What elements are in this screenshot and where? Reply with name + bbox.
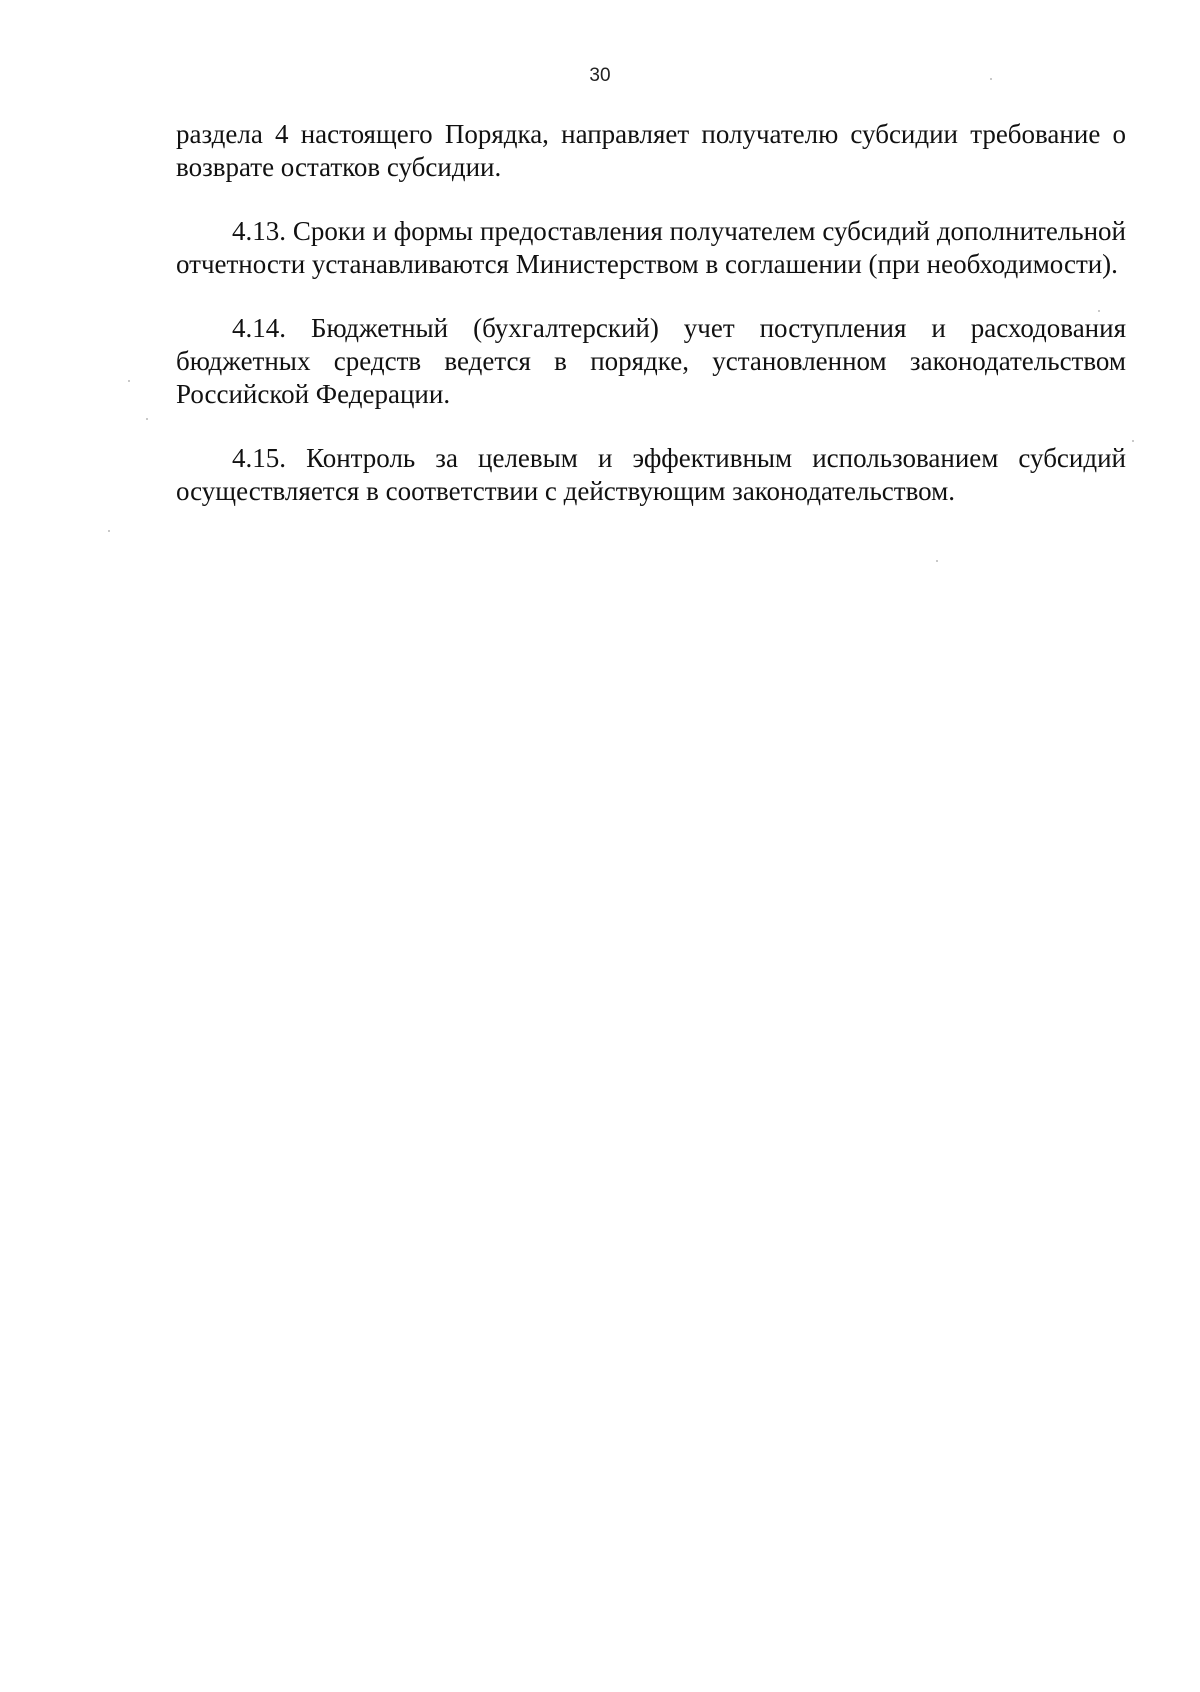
paragraph-4-13: 4.13. Сроки и формы предоставления получателем субсидий дополнительной отчетности устанавливаются Министерством в соглашении (при необходимости). [176,216,1126,279]
paragraph-4-15: 4.15. Контроль за целевым и эффективным использованием субсидий осуществляется в соответствии с действующим законодательством. [176,443,1126,506]
paragraph-4-14: 4.14. Бюджетный (бухгалтерский) учет поступления и расходования бюджетных средств ведется в порядке, установленном законодательством Российской Федерации. [176,313,1126,409]
paragraph-continuation: раздела 4 настоящего Порядка, направляет получателю субсидии требование о возврате остатков субсидии. [176,119,1126,182]
document-body [176,118,1126,539]
scan-speck [128,380,130,382]
scan-speck [990,78,992,80]
scan-speck [1098,310,1100,312]
scan-speck [1132,440,1134,442]
scan-speck [108,530,110,532]
scan-speck [146,418,148,420]
page-number: 30 [589,65,611,86]
scan-speck [936,560,938,562]
